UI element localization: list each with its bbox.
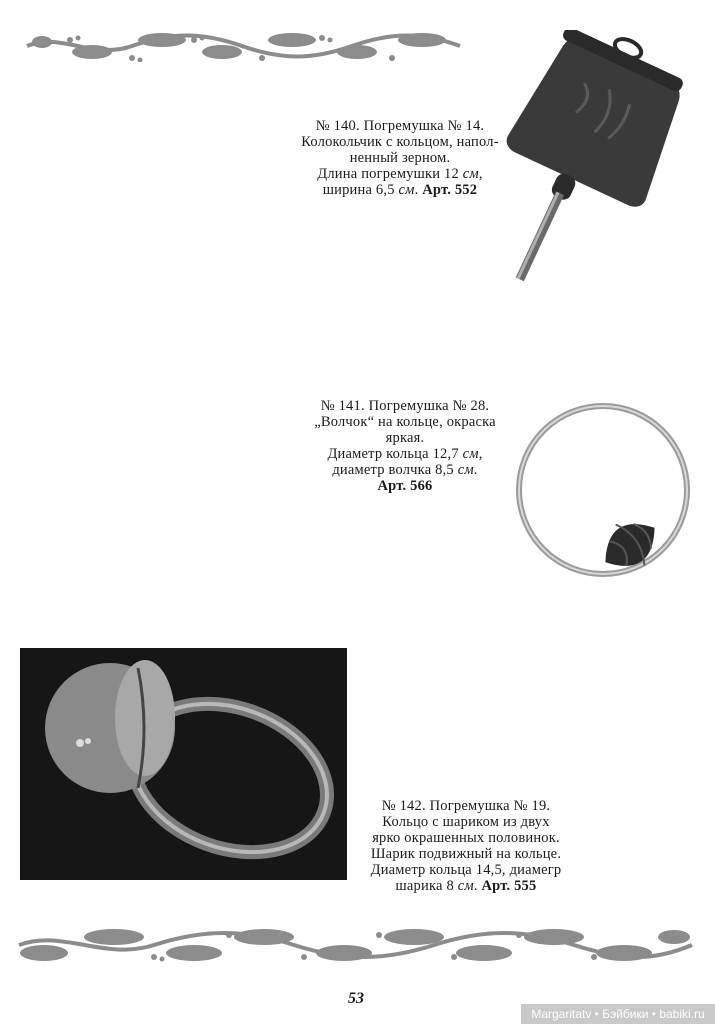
item-140-desc-2: ненный зерном. — [349, 150, 451, 166]
item-140-width: ширина 6,5 см. Арт. 552 — [322, 182, 478, 198]
item-140-article: Арт. 552 — [422, 182, 478, 198]
watermark: Margaritatv • Бэйбики • babiki.ru — [521, 1004, 715, 1024]
item-142-article: Арт. 555 — [481, 878, 537, 894]
item-140-length: Длина погремушки 12 см, — [317, 166, 483, 182]
item-141-desc-2: яркая. — [385, 430, 425, 446]
bell-rattle-photo — [470, 30, 700, 290]
item-141-caption — [295, 398, 515, 494]
item-142-ball-diameter: шарика 8 см. Арт. 555 — [395, 878, 537, 894]
item-141-title: № 141. Погремушка № 28. — [320, 398, 490, 414]
item-142-title: № 142. Погремушка № 19. — [381, 798, 551, 814]
item-141-top-diameter: диаметр волчка 8,5 см. — [332, 462, 478, 478]
item-141-article: Арт. 566 — [377, 478, 433, 494]
page-number: 53 — [348, 990, 364, 1007]
spinning-top-ring-rattle-photo — [505, 400, 705, 610]
item-142-caption — [355, 798, 577, 894]
bottom-ornament-border — [14, 927, 694, 957]
item-142-desc-2: ярко окрашенных половинок. — [372, 830, 560, 846]
item-140-desc-1: Колокольчик с кольцом, напол- — [301, 134, 499, 150]
item-141-ring-diameter: Диаметр кольца 12,7 см, — [327, 446, 483, 462]
item-142-desc-1: Кольцо с шариком из двух — [382, 814, 550, 830]
item-142-desc-3: Шарик подвижный на кольце. — [370, 846, 562, 862]
item-142-ring-diameter: Диаметр кольца 14,5, диамегр — [370, 862, 562, 878]
ball-ring-rattle-photo — [20, 648, 347, 880]
item-141-desc-1: „Волчок“ на кольце, окраска — [314, 414, 496, 430]
item-140-title: № 140. Погремушка № 14. — [315, 118, 485, 134]
top-ornament-border — [22, 30, 462, 60]
